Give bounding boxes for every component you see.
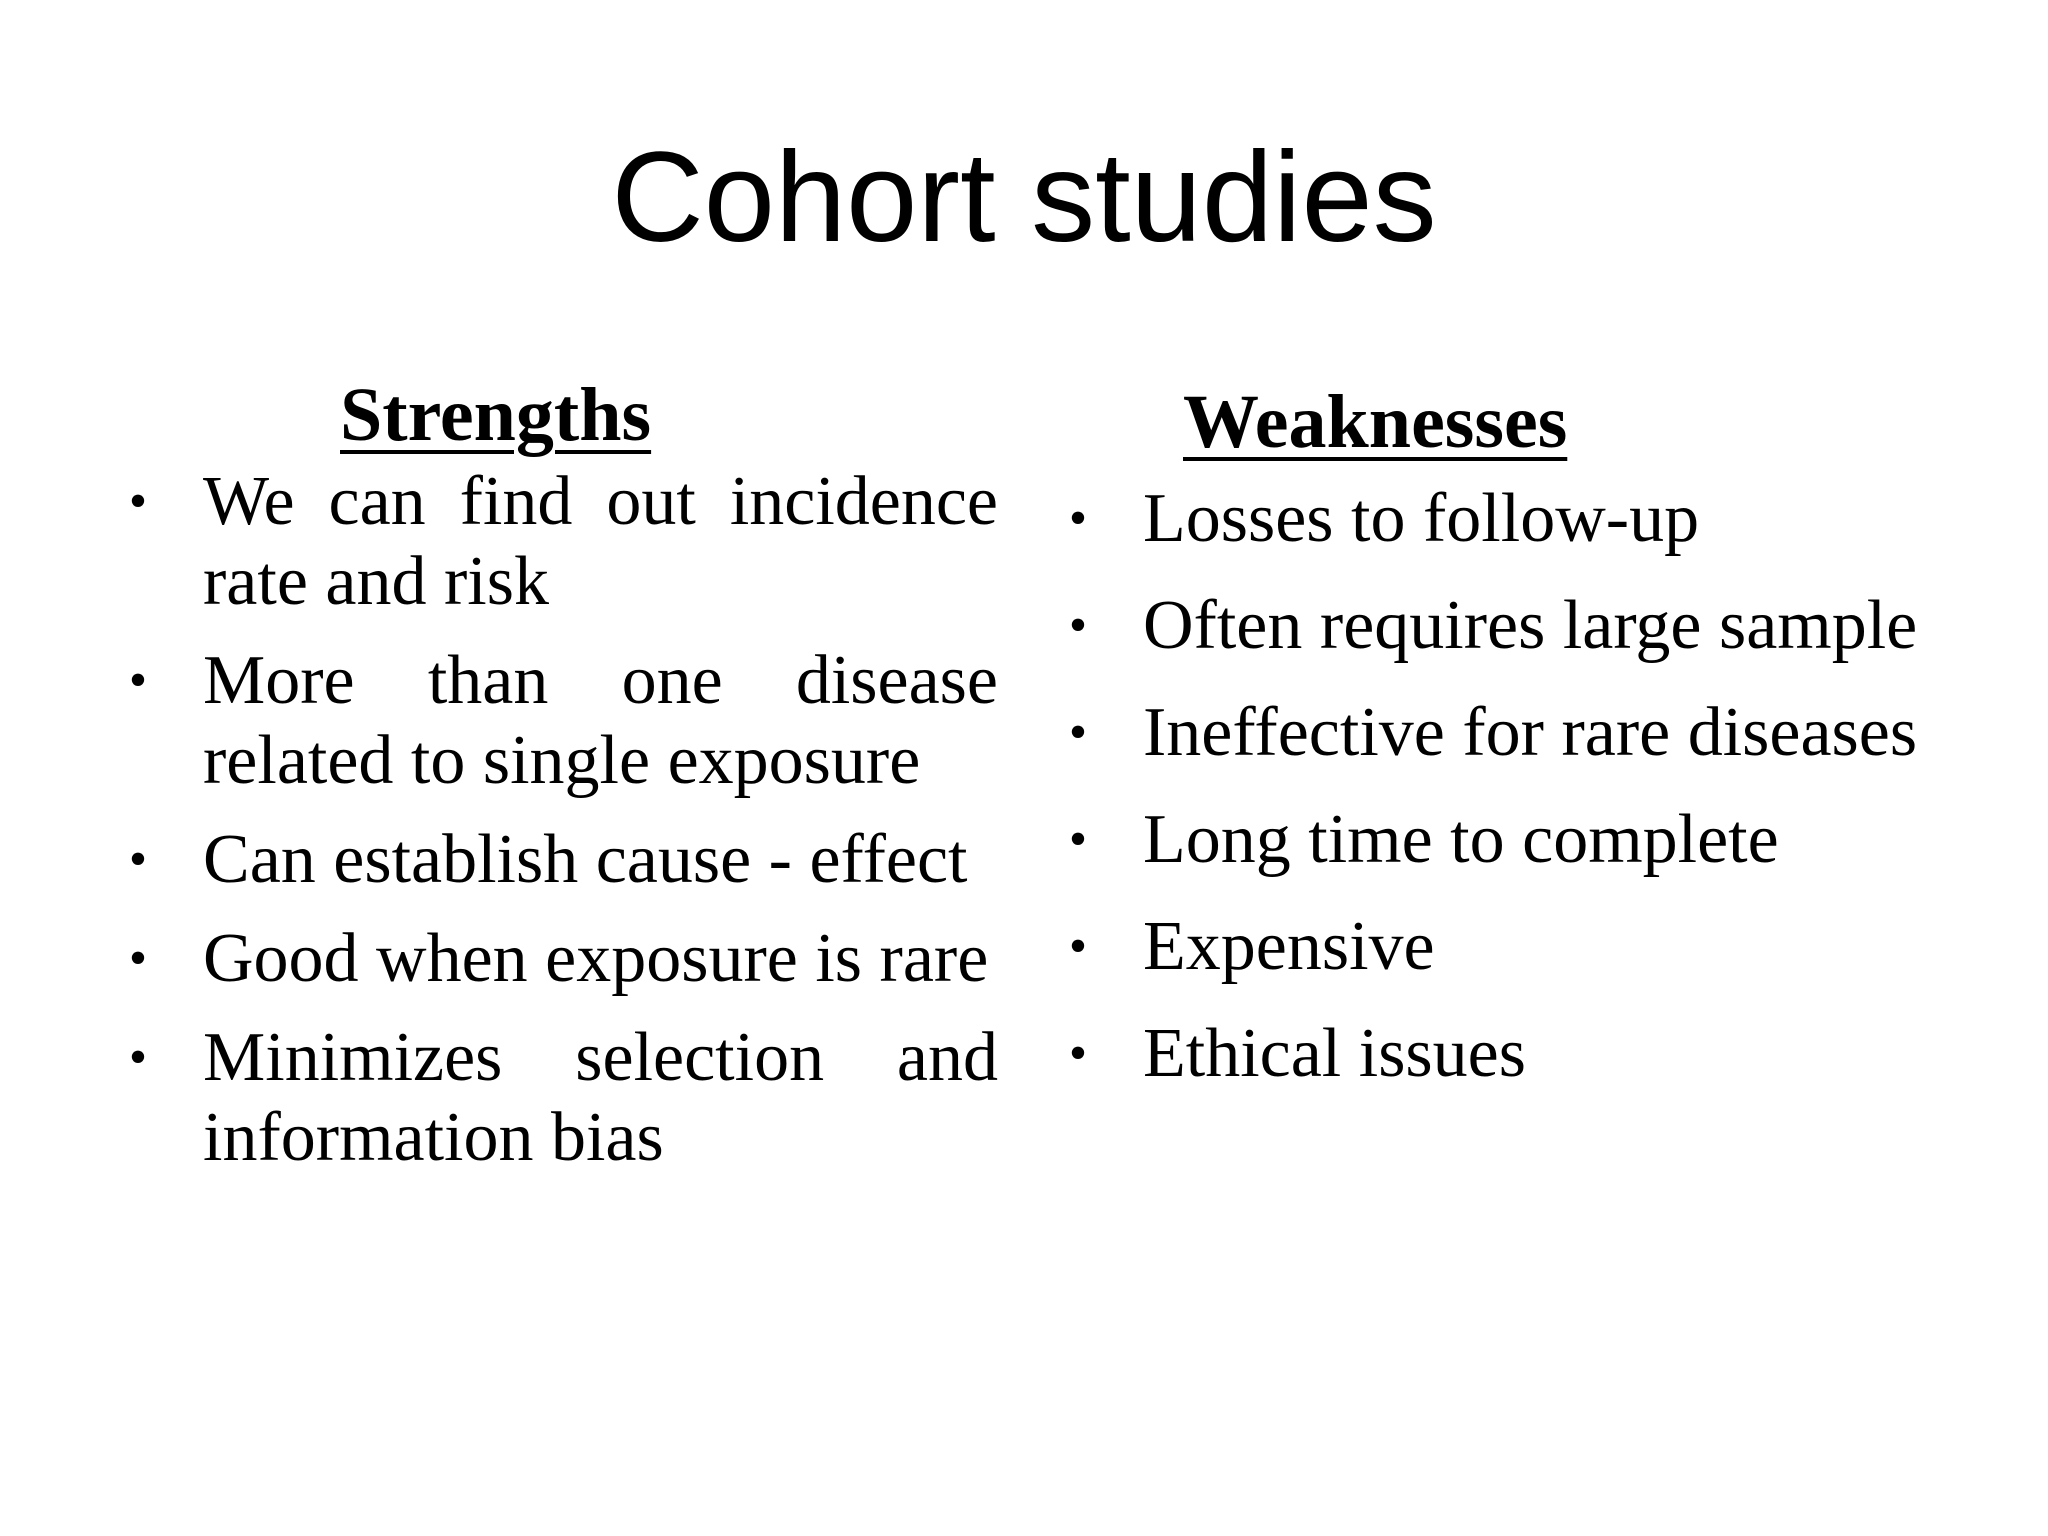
list-item [1058, 586, 1938, 666]
weaknesses-list [1058, 479, 1938, 1094]
list-item [118, 462, 998, 622]
list-item [1058, 479, 1938, 559]
list-item [118, 641, 998, 801]
bullet-icon: • [1068, 1025, 1088, 1082]
strengths-column [118, 370, 998, 1197]
strength-text: More than one disease related to single exposure [203, 642, 998, 799]
list-item [1058, 800, 1938, 880]
bullet-icon: • [1068, 597, 1088, 654]
strength-text: We can find out incidence rate and risk [203, 463, 998, 620]
list-item [1058, 693, 1938, 773]
list-item [118, 1018, 998, 1178]
bullet-icon: • [128, 473, 148, 530]
bullet-icon: • [128, 652, 148, 709]
list-item [118, 919, 998, 999]
weakness-text: Ethical issues [1143, 1015, 1526, 1092]
bullet-icon: • [1068, 918, 1088, 975]
weakness-text: Ineffective for rare diseases [1143, 694, 1918, 771]
weakness-text: Losses to follow-up [1143, 480, 1700, 557]
weakness-text: Expensive [1143, 908, 1435, 985]
weakness-text: Long time to complete [1143, 801, 1779, 878]
strength-text: Good when exposure is rare [203, 920, 989, 997]
strengths-heading: Strengths [340, 373, 652, 457]
strengths-list [118, 462, 998, 1178]
weaknesses-column [1058, 377, 1938, 1121]
strength-text: Minimizes selection and information bias [203, 1019, 998, 1176]
strength-text: Can establish cause - effect [203, 821, 968, 898]
list-item [118, 820, 998, 900]
weakness-text: Often requires large sample [1143, 587, 1918, 664]
bullet-icon: • [1068, 811, 1088, 868]
bullet-icon: • [128, 1029, 148, 1086]
weaknesses-heading: Weaknesses [1183, 380, 1568, 464]
bullet-icon: • [1068, 704, 1088, 761]
bullet-icon: • [128, 831, 148, 888]
list-item [1058, 1014, 1938, 1094]
list-item [1058, 907, 1938, 987]
bullet-icon: • [128, 930, 148, 987]
bullet-icon: • [1068, 490, 1088, 547]
slide-title: Cohort studies [611, 126, 1437, 269]
